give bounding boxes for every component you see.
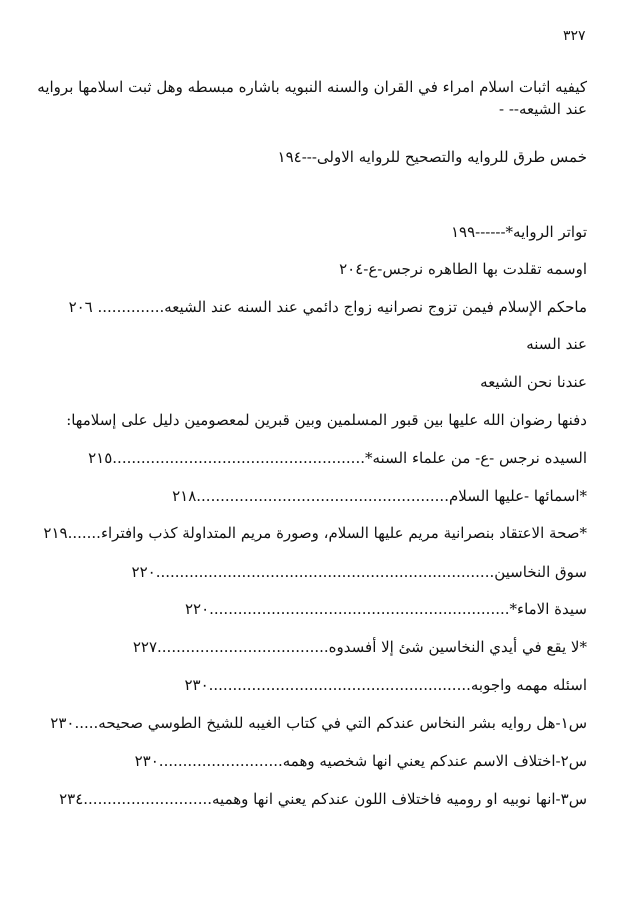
toc-entry: س١-هل روايه بشر النخاس عندكم التي في كتاب الغيبه للشيخ الطوسي صحيحه.....٢٣٠ xyxy=(50,714,587,732)
toc-entry: عندنا نحن الشيعه xyxy=(480,373,587,391)
toc-entry: خمس طرق للروايه والتصحيح للروايه الاولى---١٩٤ xyxy=(277,148,587,166)
toc-entry: عند السنه xyxy=(526,335,587,353)
toc-entry: س٢-اختلاف الاسم عندكم يعني انها شخصيه وهمه..........................٢٣٠ xyxy=(134,752,587,770)
toc-entry: تواتر الروايه*------١٩٩ xyxy=(450,223,587,241)
toc-entry: اسئله مهمه واجوبه.......................................................٢٣٠ xyxy=(184,676,587,694)
toc-entry: *صحة الاعتقاد بنصرانية مريم عليها السلام، وصورة مريم المتداولة كذب وافتراء.......٢١٩ xyxy=(43,524,587,542)
toc-entry: دفنها رضوان الله عليها بين قبور المسلمين وبين قبرين لمعصومين دليل على إسلامها: xyxy=(66,411,587,429)
toc-entry: اوسمه تقلدت بها الطاهره نرجس-ع-٢٠٤ xyxy=(339,260,587,278)
toc-entry: كيفيه اثبات اسلام امراء في القران والسنه النبويه باشاره مبسطه وهل ثبت اسلامها بروايه عند الشيعه-- - xyxy=(37,78,587,118)
toc-entry: السيده نرجس -ع- من علماء السنه*.....................................................٢١٥ xyxy=(88,449,587,467)
toc-entry: سوق النخاسين.......................................................................٢٢٠ xyxy=(131,563,587,581)
toc-entry: سيدة الاماء*...............................................................٢٢٠ xyxy=(184,600,587,618)
toc-entry: س٣-انها نوبيه او روميه فاختلاف اللون عندكم يعني انها وهميه...........................٢٣٤ xyxy=(59,790,587,808)
toc-entry: *لا يقع في أيدي النخاسين شئ إلا أفسدوه....................................٢٢٧ xyxy=(132,638,587,656)
toc-entry: ماحكم الإسلام فيمن تزوج نصرانيه زواج دائمي عند السنه عند الشيعه.............. ٢٠٦ xyxy=(68,298,587,316)
page-number: ٣٢٧ xyxy=(563,28,586,44)
toc-entry: *اسمائها -عليها السلام.....................................................٢١٨ xyxy=(172,487,587,505)
